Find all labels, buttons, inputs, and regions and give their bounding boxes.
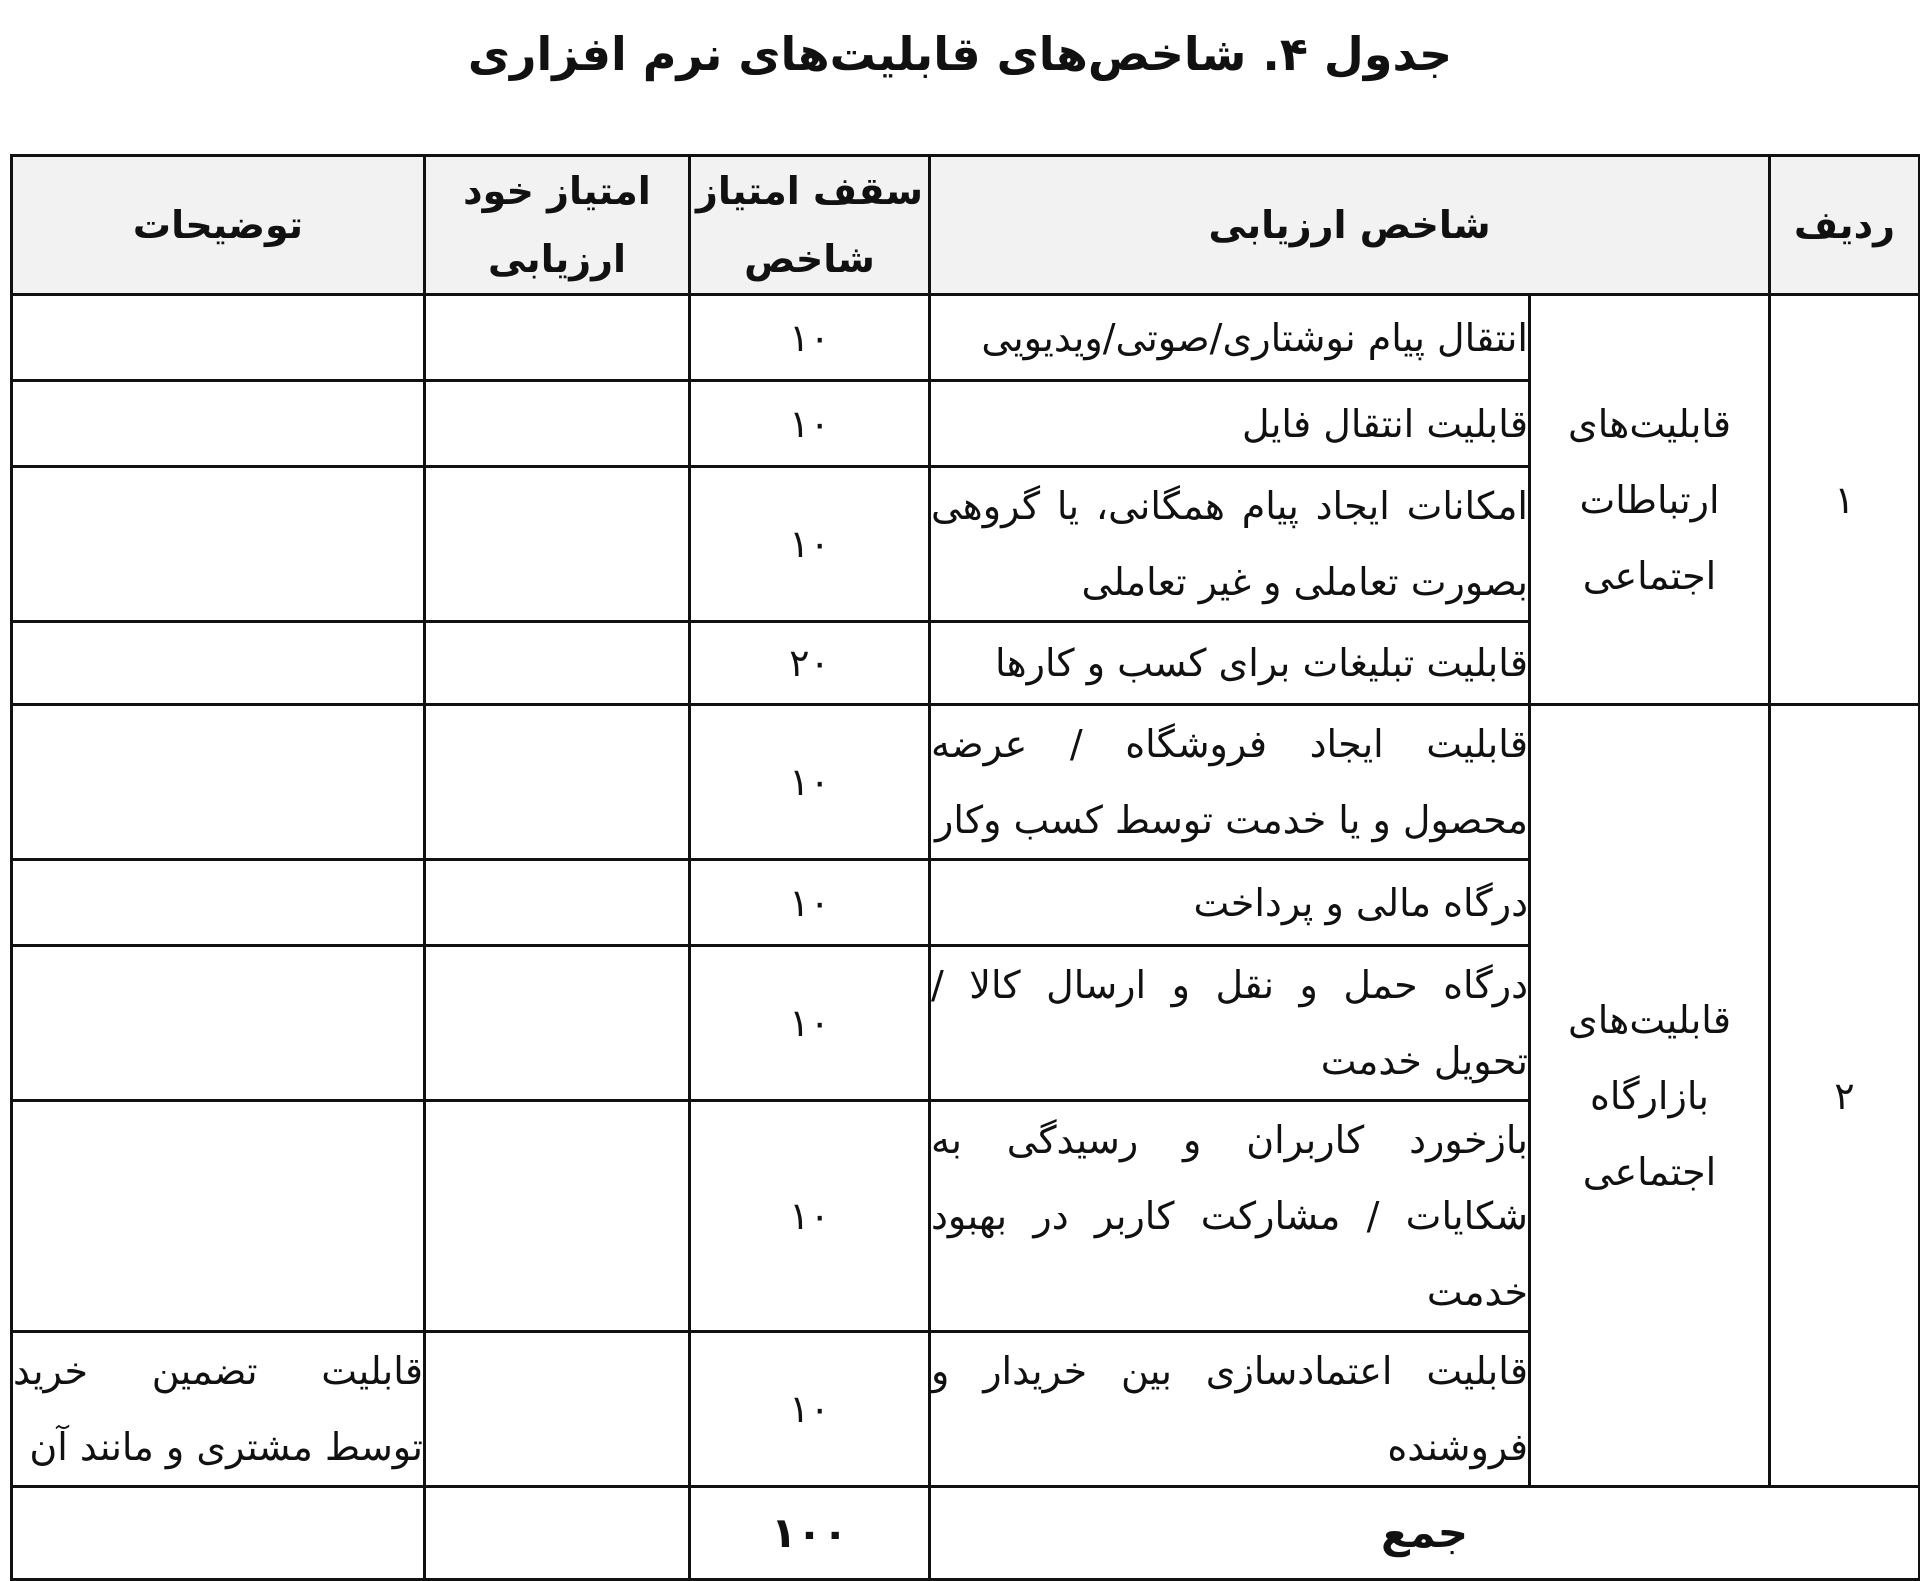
total-max-score: ۱۰۰: [690, 1487, 930, 1580]
self-score-cell[interactable]: [425, 467, 690, 622]
max-score-cell: ۱۰: [690, 1332, 930, 1487]
radif-cell: ۱: [1770, 295, 1920, 705]
self-score-cell[interactable]: [425, 295, 690, 381]
indicator-cell: قابلیت ایجاد فروشگاه / عرضه محصول و یا خدمت توسط کسب وکار: [930, 705, 1530, 860]
header-self-score: امتیاز خود ارزیابی: [425, 156, 690, 295]
table-title: جدول ۴. شاخص‌های قابلیت‌های نرم افزاری: [467, 27, 1453, 81]
notes-cell[interactable]: [12, 1101, 425, 1332]
total-self-score[interactable]: [425, 1487, 690, 1580]
notes-cell[interactable]: [12, 467, 425, 622]
indicator-cell: امکانات ایجاد پیام همگانی، یا گروهی بصورت تعاملی و غیر تعاملی: [930, 467, 1530, 622]
radif-cell: ۲: [1770, 705, 1920, 1487]
self-score-cell[interactable]: [425, 946, 690, 1101]
table-row: [12, 295, 1920, 381]
max-score-cell: ۱۰: [690, 946, 930, 1101]
header-row: [12, 156, 1920, 295]
total-label: جمع: [930, 1487, 1920, 1580]
max-score-cell: ۱۰: [690, 705, 930, 860]
indicator-cell: قابلیت تبلیغات برای کسب و کارها: [930, 622, 1530, 705]
max-score-cell: ۱۰: [690, 860, 930, 946]
indicator-cell: قابلیت انتقال فایل: [930, 381, 1530, 467]
indicator-cell: بازخورد کاربران و رسیدگی به شکایات / مشارکت کاربر در بهبود خدمت: [930, 1101, 1530, 1332]
indicator-cell: درگاه مالی و پرداخت: [930, 860, 1530, 946]
notes-cell[interactable]: [12, 295, 425, 381]
total-row: [12, 1487, 1920, 1580]
self-score-cell[interactable]: [425, 381, 690, 467]
header-max-score: سقف امتیاز شاخص: [690, 156, 930, 295]
notes-cell[interactable]: قابلیت تضمین خرید توسط مشتری و مانند آن: [12, 1332, 425, 1487]
max-score-cell: ۱۰: [690, 467, 930, 622]
notes-cell[interactable]: [12, 381, 425, 467]
indicator-cell: انتقال پیام نوشتاری/صوتی/ویدیویی: [930, 295, 1530, 381]
self-score-cell[interactable]: [425, 1101, 690, 1332]
table-row: [12, 705, 1920, 860]
software-capabilities-table: [10, 154, 1920, 1581]
header-indicator: شاخص ارزیابی: [930, 156, 1770, 295]
notes-cell[interactable]: [12, 622, 425, 705]
max-score-cell: ۱۰: [690, 295, 930, 381]
max-score-cell: ۲۰: [690, 622, 930, 705]
self-score-cell[interactable]: [425, 622, 690, 705]
self-score-cell[interactable]: [425, 705, 690, 860]
self-score-cell[interactable]: [425, 1332, 690, 1487]
max-score-cell: ۱۰: [690, 1101, 930, 1332]
header-notes: توضیحات: [12, 156, 425, 295]
notes-cell[interactable]: [12, 946, 425, 1101]
indicator-cell: درگاه حمل و نقل و ارسال کالا / تحویل خدمت: [930, 946, 1530, 1101]
notes-cell[interactable]: [12, 860, 425, 946]
group-name-cell: قابلیت‌های ارتباطات اجتماعی: [1530, 295, 1770, 705]
total-notes[interactable]: [12, 1487, 425, 1580]
header-radif: ردیف: [1770, 156, 1920, 295]
max-score-cell: ۱۰: [690, 381, 930, 467]
group-name-cell: قابلیت‌های بازارگاه اجتماعی: [1530, 705, 1770, 1487]
notes-cell[interactable]: [12, 705, 425, 860]
indicator-cell: قابلیت اعتمادسازی بین خریدار و فروشنده: [930, 1332, 1530, 1487]
self-score-cell[interactable]: [425, 860, 690, 946]
